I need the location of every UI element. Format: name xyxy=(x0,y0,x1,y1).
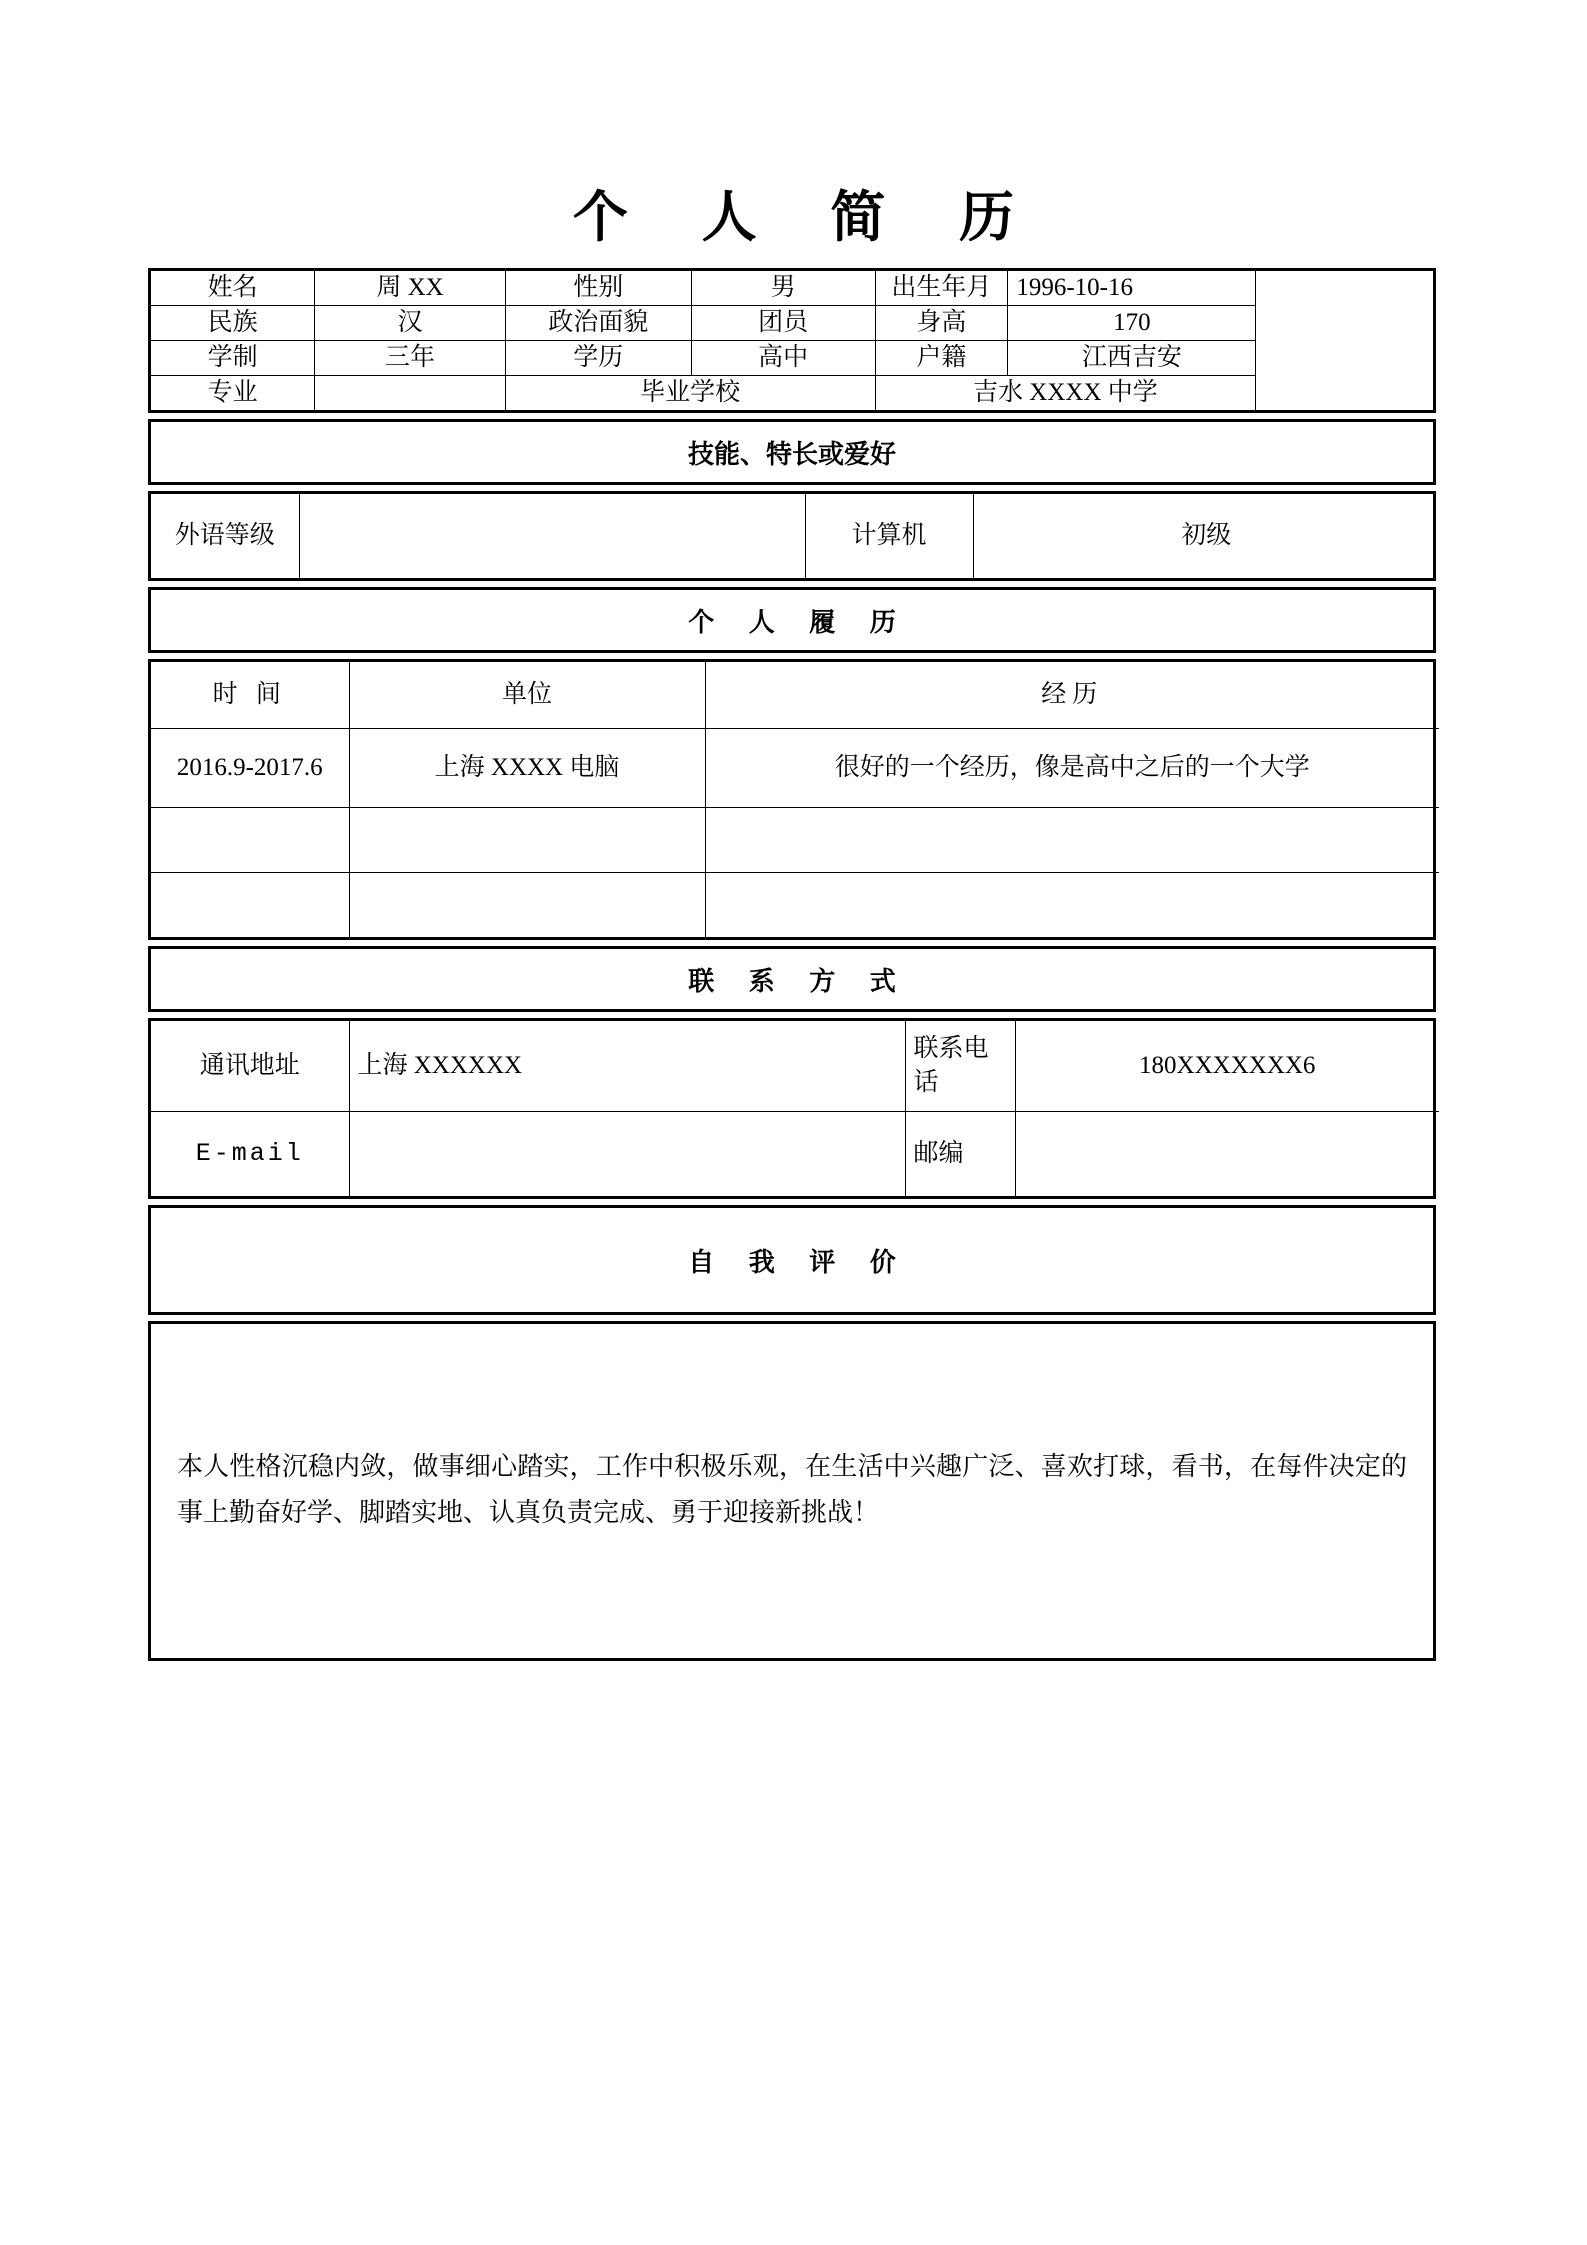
label-schooling-length: 学制 xyxy=(151,341,315,376)
experience-description: 很好的一个经历，像是高中之后的一个大学 xyxy=(705,729,1439,808)
page-title: 个 人 简 历 xyxy=(572,187,1045,248)
table-row xyxy=(151,1112,1439,1197)
label-major: 专业 xyxy=(151,376,315,411)
label-household-registration: 户籍 xyxy=(875,341,1008,376)
table-row xyxy=(151,729,1439,808)
value-email xyxy=(349,1112,905,1197)
experience-description xyxy=(705,808,1439,873)
experience-table xyxy=(151,662,1439,937)
experience-unit xyxy=(349,808,705,873)
label-graduation-school: 毕业学校 xyxy=(505,376,875,411)
photo-placeholder xyxy=(1256,271,1433,410)
value-postcode xyxy=(1015,1112,1439,1197)
value-birthdate: 1996-10-16 xyxy=(1008,271,1256,306)
experience-section-heading: 个 人 履 历 xyxy=(148,587,1436,653)
value-political-status: 团员 xyxy=(691,306,875,341)
label-political-status: 政治面貌 xyxy=(505,306,691,341)
experience-unit xyxy=(349,873,705,938)
basic-info-table xyxy=(151,271,1433,410)
evaluation-text: 本人性格沉稳内敛，做事细心踏实，工作中积极乐观，在生活中兴趣广泛、喜欢打球，看书，在每件决定的事上勤奋好学、脚踏实地、认真负责完成、勇于迎接新挑战！ xyxy=(177,1452,1407,1527)
value-major xyxy=(315,376,505,411)
contact-block xyxy=(148,1018,1436,1199)
label-postcode: 邮编 xyxy=(905,1112,1015,1197)
label-ethnicity: 民族 xyxy=(151,306,315,341)
table-row xyxy=(151,376,1433,411)
label-education: 学历 xyxy=(505,341,691,376)
label-name: 姓名 xyxy=(151,271,315,306)
value-schooling-length: 三年 xyxy=(315,341,505,376)
value-education: 高中 xyxy=(691,341,875,376)
value-height: 170 xyxy=(1008,306,1256,341)
experience-time: 2016.9-2017.6 xyxy=(151,729,349,808)
label-gender: 性别 xyxy=(505,271,691,306)
value-computer-level: 初级 xyxy=(973,494,1439,578)
table-row xyxy=(151,808,1439,873)
table-row xyxy=(151,494,1439,578)
experience-block xyxy=(148,659,1436,940)
table-row xyxy=(151,271,1433,306)
skills-section-heading: 技能、特长或爱好 xyxy=(148,419,1436,485)
resume-table-container xyxy=(148,268,1436,1661)
contact-table xyxy=(151,1021,1439,1196)
table-row xyxy=(151,1021,1439,1112)
column-header-experience: 经历 xyxy=(705,662,1439,729)
table-row xyxy=(151,341,1433,376)
basic-info-block xyxy=(148,268,1436,413)
value-ethnicity: 汉 xyxy=(315,306,505,341)
label-language-level: 外语等级 xyxy=(151,494,299,578)
value-name: 周 XX xyxy=(315,271,505,306)
label-computer-level: 计算机 xyxy=(805,494,973,578)
value-language-level xyxy=(299,494,805,578)
contact-section-heading: 联 系 方 式 xyxy=(148,946,1436,1012)
label-email: E-mail xyxy=(151,1112,349,1197)
experience-time xyxy=(151,808,349,873)
label-height: 身高 xyxy=(875,306,1008,341)
label-birthdate: 出生年月 xyxy=(875,271,1008,306)
experience-time xyxy=(151,873,349,938)
label-address: 通讯地址 xyxy=(151,1021,349,1112)
table-row xyxy=(151,306,1433,341)
value-graduation-school: 吉水 XXXX 中学 xyxy=(875,376,1256,411)
value-phone: 180XXXXXXX6 xyxy=(1015,1021,1439,1112)
table-row xyxy=(151,873,1439,938)
column-header-unit: 单位 xyxy=(349,662,705,729)
table-header-row xyxy=(151,662,1439,729)
experience-description xyxy=(705,873,1439,938)
value-address: 上海 XXXXXX xyxy=(349,1021,905,1112)
value-household-registration: 江西吉安 xyxy=(1008,341,1256,376)
evaluation-section-heading: 自 我 评 价 xyxy=(148,1205,1436,1315)
value-gender: 男 xyxy=(691,271,875,306)
evaluation-body-block xyxy=(148,1321,1436,1661)
column-header-time: 时 间 xyxy=(151,662,349,729)
experience-unit: 上海 XXXX 电脑 xyxy=(349,729,705,808)
skills-table xyxy=(151,494,1439,578)
label-phone: 联系电话 xyxy=(905,1021,1015,1112)
skills-block xyxy=(148,491,1436,581)
